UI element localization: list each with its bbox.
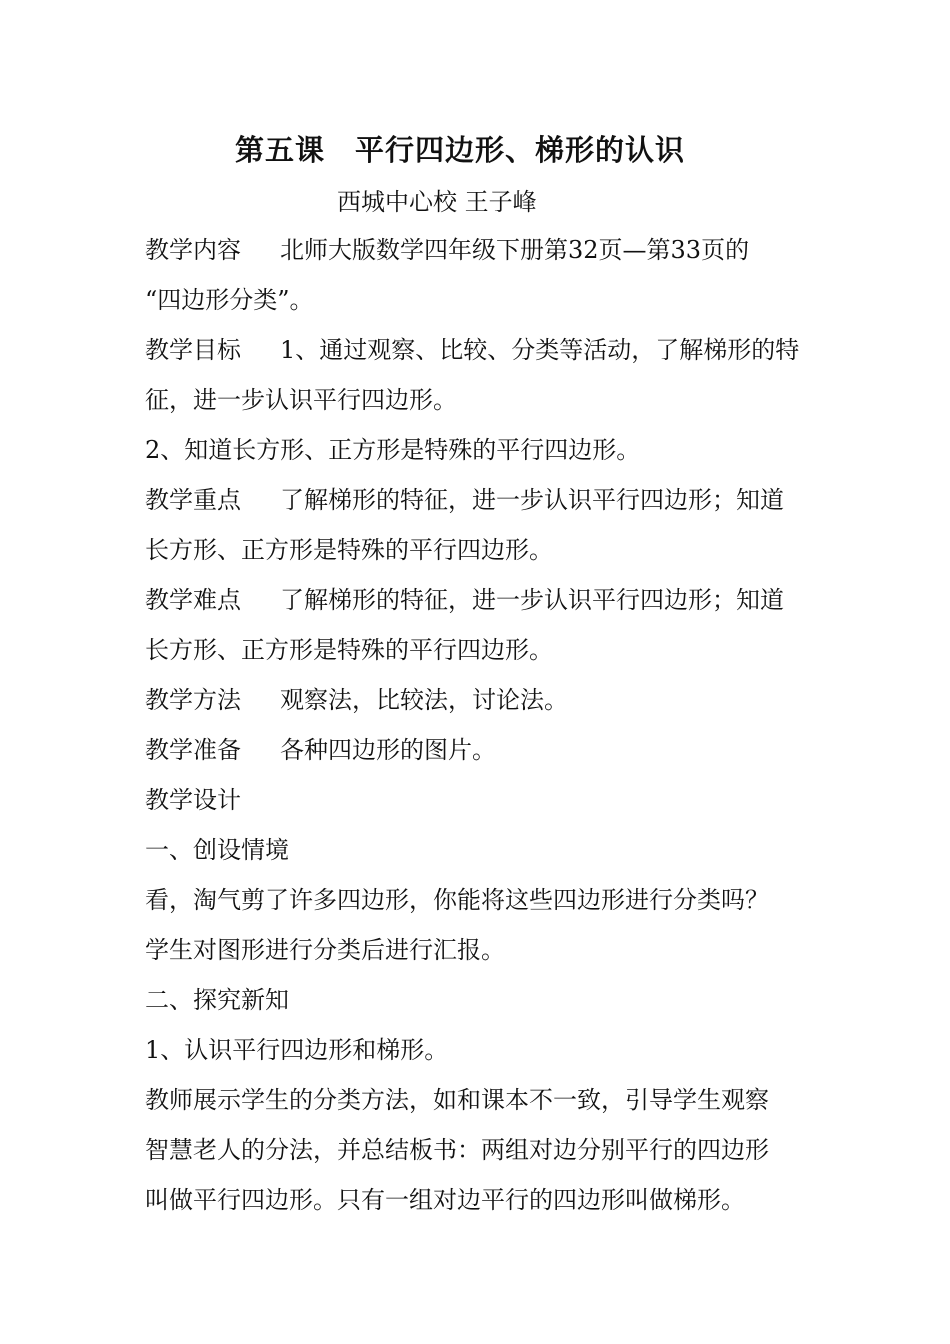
- preparation-label: 教学准备: [145, 736, 241, 764]
- part2-subheading: 1、认识平行四边形和梯形。: [145, 1036, 449, 1064]
- part2-line-3: 叫做平行四边形。只有一组对边平行的四边形叫做梯形。: [145, 1186, 745, 1214]
- key-points-text: 了解梯形的特征，进一步认识平行四边形；知道: [280, 486, 784, 514]
- part2-line-1: 教师展示学生的分类方法，如和课本不一致，引导学生观察: [145, 1086, 769, 1114]
- teaching-content-line-2: “四边形分类”。: [145, 286, 314, 314]
- part1-heading: 一、创设情境: [145, 836, 289, 864]
- difficulties-label: 教学难点: [145, 586, 241, 614]
- teaching-goals-line-2: 征，进一步认识平行四边形。: [145, 386, 457, 414]
- part1-line-2: 学生对图形进行分类后进行汇报。: [145, 936, 505, 964]
- preparation-text: 各种四边形的图片。: [280, 736, 496, 764]
- methods-text: 观察法，比较法，讨论法。: [280, 686, 568, 714]
- difficulties-line-1: [145, 575, 810, 625]
- key-points-line-1: [145, 475, 810, 525]
- teaching-content-line-1: [145, 225, 810, 275]
- key-points-line-2: 长方形、正方形是特殊的平行四边形。: [145, 536, 553, 564]
- preparation-line: [145, 725, 810, 775]
- teaching-goals-text: 1、通过观察、比较、分类等活动，了解梯形的特: [280, 336, 800, 364]
- part2-line-2: 智慧老人的分法，并总结板书：两组对边分别平行的四边形: [145, 1136, 769, 1164]
- teaching-goals-line-1: [145, 325, 810, 375]
- difficulties-line-2: 长方形、正方形是特殊的平行四边形。: [145, 636, 553, 664]
- page-title: 第五课 平行四边形、梯形的认识: [234, 133, 685, 167]
- teaching-content-label: 教学内容: [145, 236, 241, 264]
- part1-line-1: 看，淘气剪了许多四边形，你能将这些四边形进行分类吗？: [145, 886, 769, 914]
- methods-line: [145, 675, 810, 725]
- key-points-label: 教学重点: [145, 486, 241, 514]
- design-heading: 教学设计: [145, 786, 241, 814]
- part2-heading: 二、探究新知: [145, 986, 289, 1014]
- methods-label: 教学方法: [145, 686, 241, 714]
- teaching-goals-line-3: 2、知道长方形、正方形是特殊的平行四边形。: [145, 436, 641, 464]
- document-body: [145, 225, 810, 1225]
- author-line: 西城中心校 王子峰: [337, 188, 537, 216]
- teaching-content-text: 北师大版数学四年级下册第32页—第33页的: [280, 236, 750, 264]
- teaching-goals-label: 教学目标: [145, 336, 241, 364]
- difficulties-text: 了解梯形的特征，进一步认识平行四边形；知道: [280, 586, 784, 614]
